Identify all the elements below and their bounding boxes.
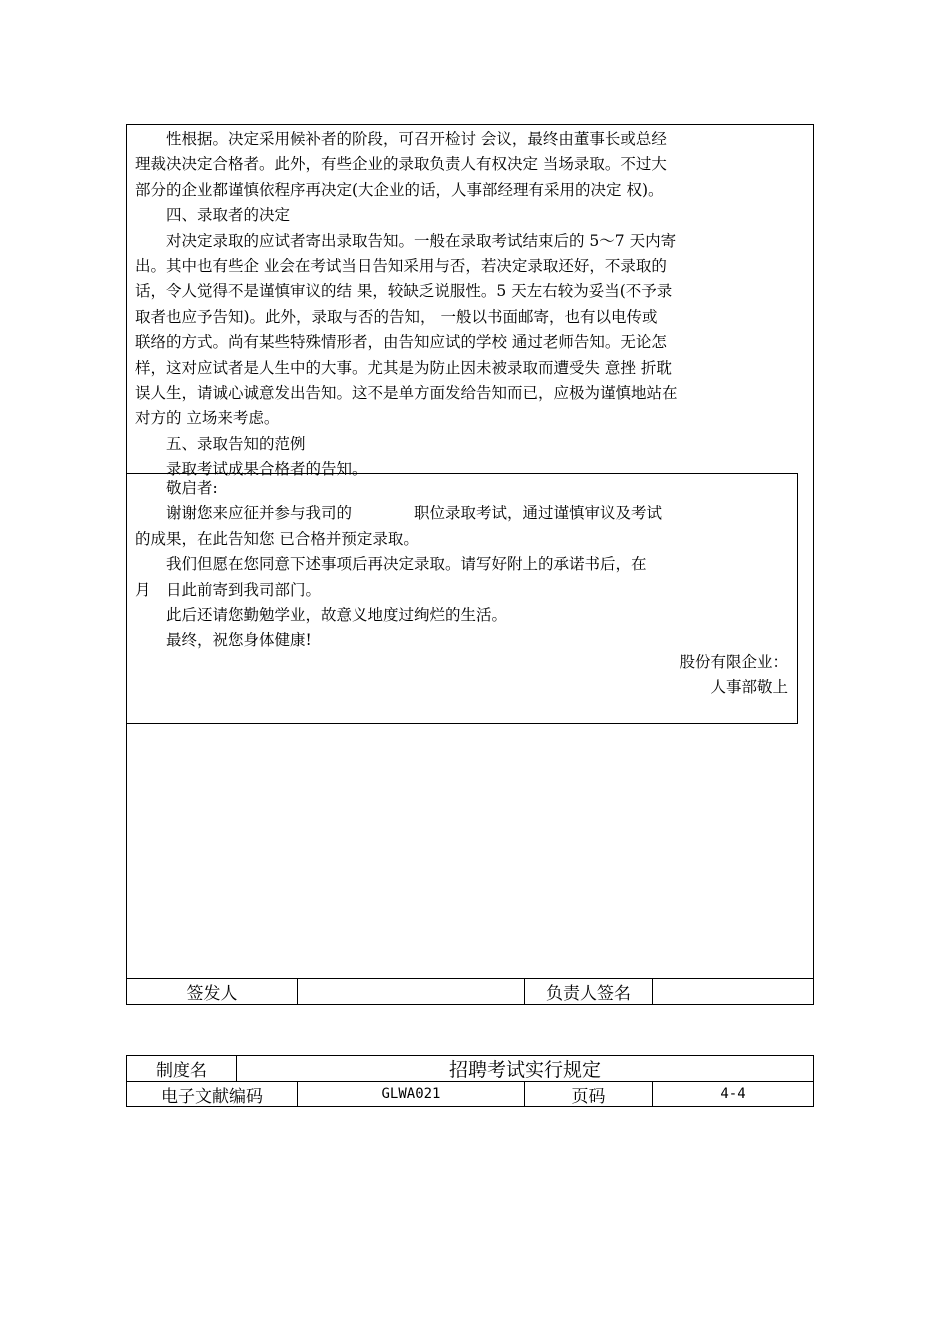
letter-closing: 最终，祝您身体健康! bbox=[135, 631, 312, 650]
issuer-label: 签发人 bbox=[186, 984, 238, 1004]
letter-line: 的成果，在此告知您 已合格并预定录取。 bbox=[135, 529, 419, 548]
body-line: 性根据。决定采用候补者的阶段，可召开检讨 会议，最终由董事长或总经 bbox=[135, 130, 667, 148]
body-line: 取者也应予告知)。此外，录取与否的告知， 一般以书面邮寄，也有以电传或 bbox=[135, 307, 658, 326]
signature-department: 人事部敬上 bbox=[710, 678, 788, 697]
letter-line: 此后还请您勤勉学业，故意义地度过绚烂的生活。 bbox=[135, 605, 508, 624]
page-value: 4-4 bbox=[720, 1086, 746, 1102]
letter-line: 谢谢您来应征并参与我司的 职位录取考试，通过谨慎审议及考试 bbox=[135, 504, 663, 523]
letter-line: 我们但愿在您同意下述事项后再决定录取。请写好附上的承诺书后，在 bbox=[135, 555, 647, 574]
body-line: 联络的方式。尚有某些特殊情形者，由告知应试的学校 通过老师告知。无论怎 bbox=[135, 333, 667, 352]
letter-text bbox=[135, 476, 662, 654]
responsible-label: 负责人签名 bbox=[546, 984, 631, 1004]
document-meta-table bbox=[126, 1055, 814, 1107]
body-line: 对方的 立场来考虑。 bbox=[135, 409, 280, 428]
signature-company: 股份有限企业： bbox=[679, 653, 788, 671]
section-heading: 五、录取告知的范例 bbox=[135, 434, 306, 453]
letter-greeting: 敬启者: bbox=[135, 479, 218, 497]
doc-code-value: GLWA021 bbox=[381, 1086, 441, 1102]
body-line: 样，这对应试者是人生中的大事。尤其是为防止因未被录取而遭受失 意挫 折耽 bbox=[135, 358, 672, 377]
doc-code-label: 电子文献编码 bbox=[161, 1086, 263, 1107]
issuer-field[interactable] bbox=[298, 979, 524, 1004]
letter-line: 月 日此前寄到我司部门。 bbox=[135, 580, 322, 599]
responsible-field[interactable] bbox=[653, 979, 813, 1004]
section-heading: 四、录取者的决定 bbox=[135, 206, 291, 225]
body-line: 对决定录取的应试者寄出录取告知。一般在录取考试结束后的 5～7 天内寄 bbox=[135, 231, 677, 250]
body-text bbox=[135, 127, 678, 482]
system-name-label: 制度名 bbox=[156, 1061, 207, 1081]
body-line: 出。其中也有些企 业会在考试当日告知采用与否，若决定录取还好，不录取的 bbox=[135, 256, 667, 275]
system-name-value: 招聘考试实行规定 bbox=[448, 1059, 601, 1081]
body-line: 话，令人觉得不是谨慎审议的结 果，较缺乏说服性。5 天左右较为妥当(不予录 bbox=[135, 282, 673, 301]
body-line: 部分的企业都谨慎依程序再决定(大企业的话，人事部经理有采用的决定 权)。 bbox=[135, 180, 664, 199]
body-line: 录取考试成果合格者的告知。 bbox=[135, 460, 368, 479]
signature-row bbox=[126, 978, 814, 1005]
page-label: 页码 bbox=[571, 1086, 606, 1107]
body-line: 理裁决决定合格者。此外，有些企业的录取负责人有权决定 当场录取。不过大 bbox=[135, 155, 667, 174]
letter-signature bbox=[679, 650, 788, 701]
body-line: 误人生，请诚心诚意发出告知。这不是单方面发给告知而已，应极为谨慎地站在 bbox=[135, 383, 678, 402]
